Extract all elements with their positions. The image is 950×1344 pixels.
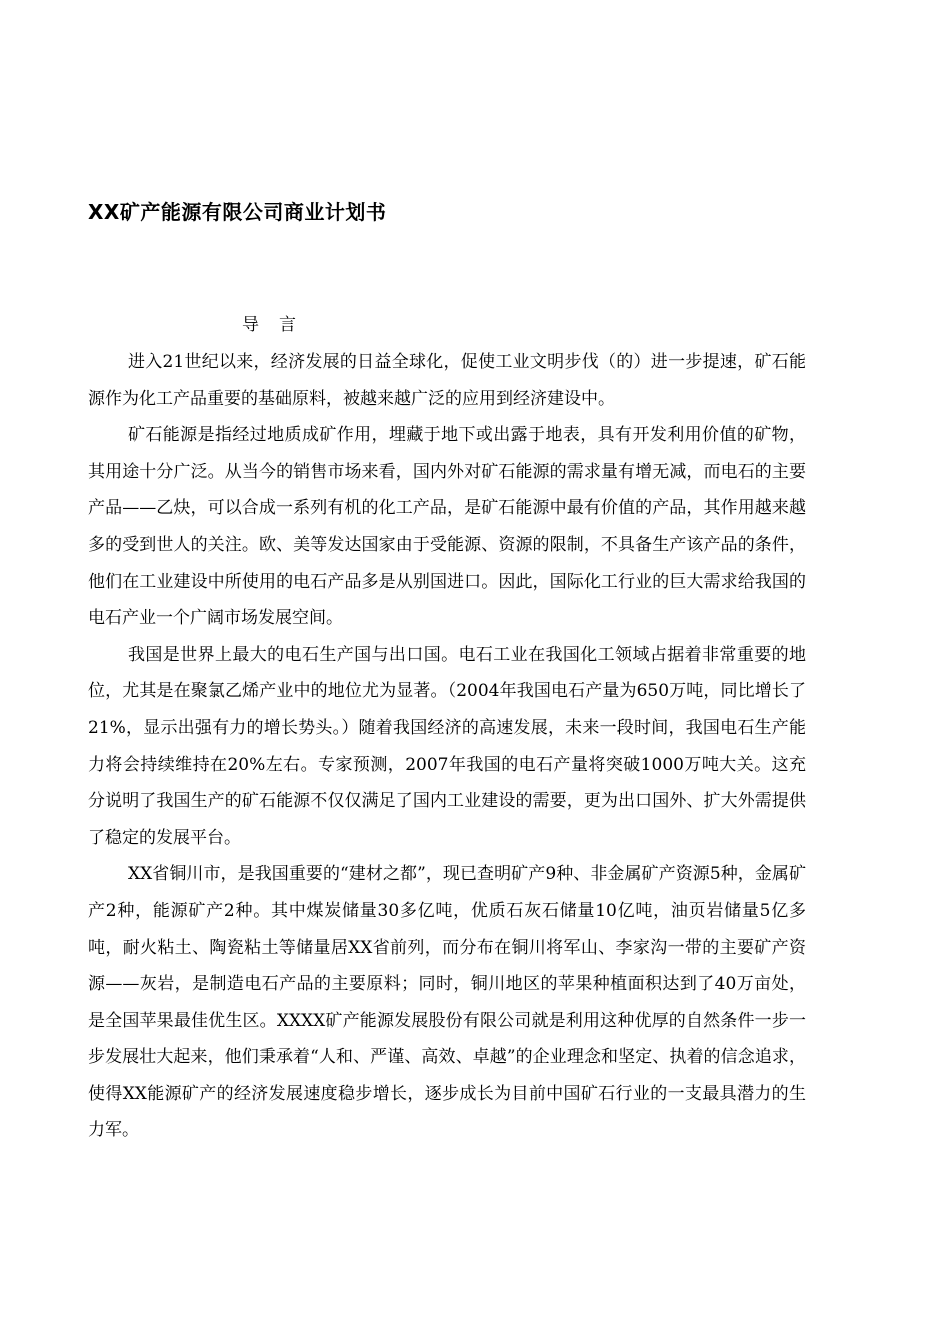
section-heading-introduction: 导言 xyxy=(242,315,316,335)
paragraph-2: 矿石能源是指经过地质成矿作用，埋藏于地下或出露于地表，具有开发利用价值的矿物，其用途十分广泛。从当今的销售市场来看，国内外对矿石能源的需求量有增无减，而电石的主要产品——乙炔，可以合成一系列有机的化工产品，是矿石能源中最有价值的产品，其作用越来越多的受到世人的关注。欧、美等发达国家由于受能源、资源的限制，不具备生产该产品的条件，他们在工业建设中所使用的电石产品多是从别国进口。因此，国际化工行业的巨大需求给我国的电石产业一个广阔市场发展空间。 xyxy=(88,425,806,629)
paragraph-4: XX省铜川市，是我国重要的“建材之都”，现已查明矿产9种、非金属矿产资源5种，金属矿产2种，能源矿产2种。其中煤炭储量30多亿吨，优质石灰石储量10亿吨，油页岩储量5亿多吨，耐火粘土、陶瓷粘土等储量居XX省前列，而分布在铜川将军山、李家沟一带的主要矿产资源——灰岩，是制造电石产品的主要原料；同时，铜川地区的苹果种植面积达到了40万亩处，是全国苹果最佳优生区。XXXX矿产能源发展股份有限公司就是利用这种优厚的自然条件一步一步发展壮大起来，他们秉承着“人和、严谨、高效、卓越”的企业理念和坚定、执着的信念追求，使得XX能源矿产的经济发展速度稳步增长，逐步成长为目前中国矿石行业的一支最具潜力的生力军。 xyxy=(88,864,806,1141)
document-title: XX矿产能源有限公司商业计划书 xyxy=(88,200,387,224)
paragraph-3: 我国是世界上最大的电石生产国与出口国。电石工业在我国化工领域占据着非常重要的地位，尤其是在聚氯乙烯产业中的地位尤为显著。（2004年我国电石产量为650万吨，同比增长了21%，显示出强有力的增长势头。）随着我国经济的高速发展，未来一段时间，我国电石生产能力将会持续维持在20%左右。专家预测，2007年我国的电石产量将突破1000万吨大关。这充分说明了我国生产的矿石能源不仅仅满足了国内工业建设的需要，更为出口国外、扩大外需提供了稳定的发展平台。 xyxy=(88,644,806,848)
paragraph-1: 进入21世纪以来，经济发展的日益全球化，促使工业文明步伐（的）进一步提速，矿石能源作为化工产品重要的基础原料，被越来越广泛的应用到经济建设中。 xyxy=(88,352,806,409)
document-body xyxy=(88,344,806,1149)
